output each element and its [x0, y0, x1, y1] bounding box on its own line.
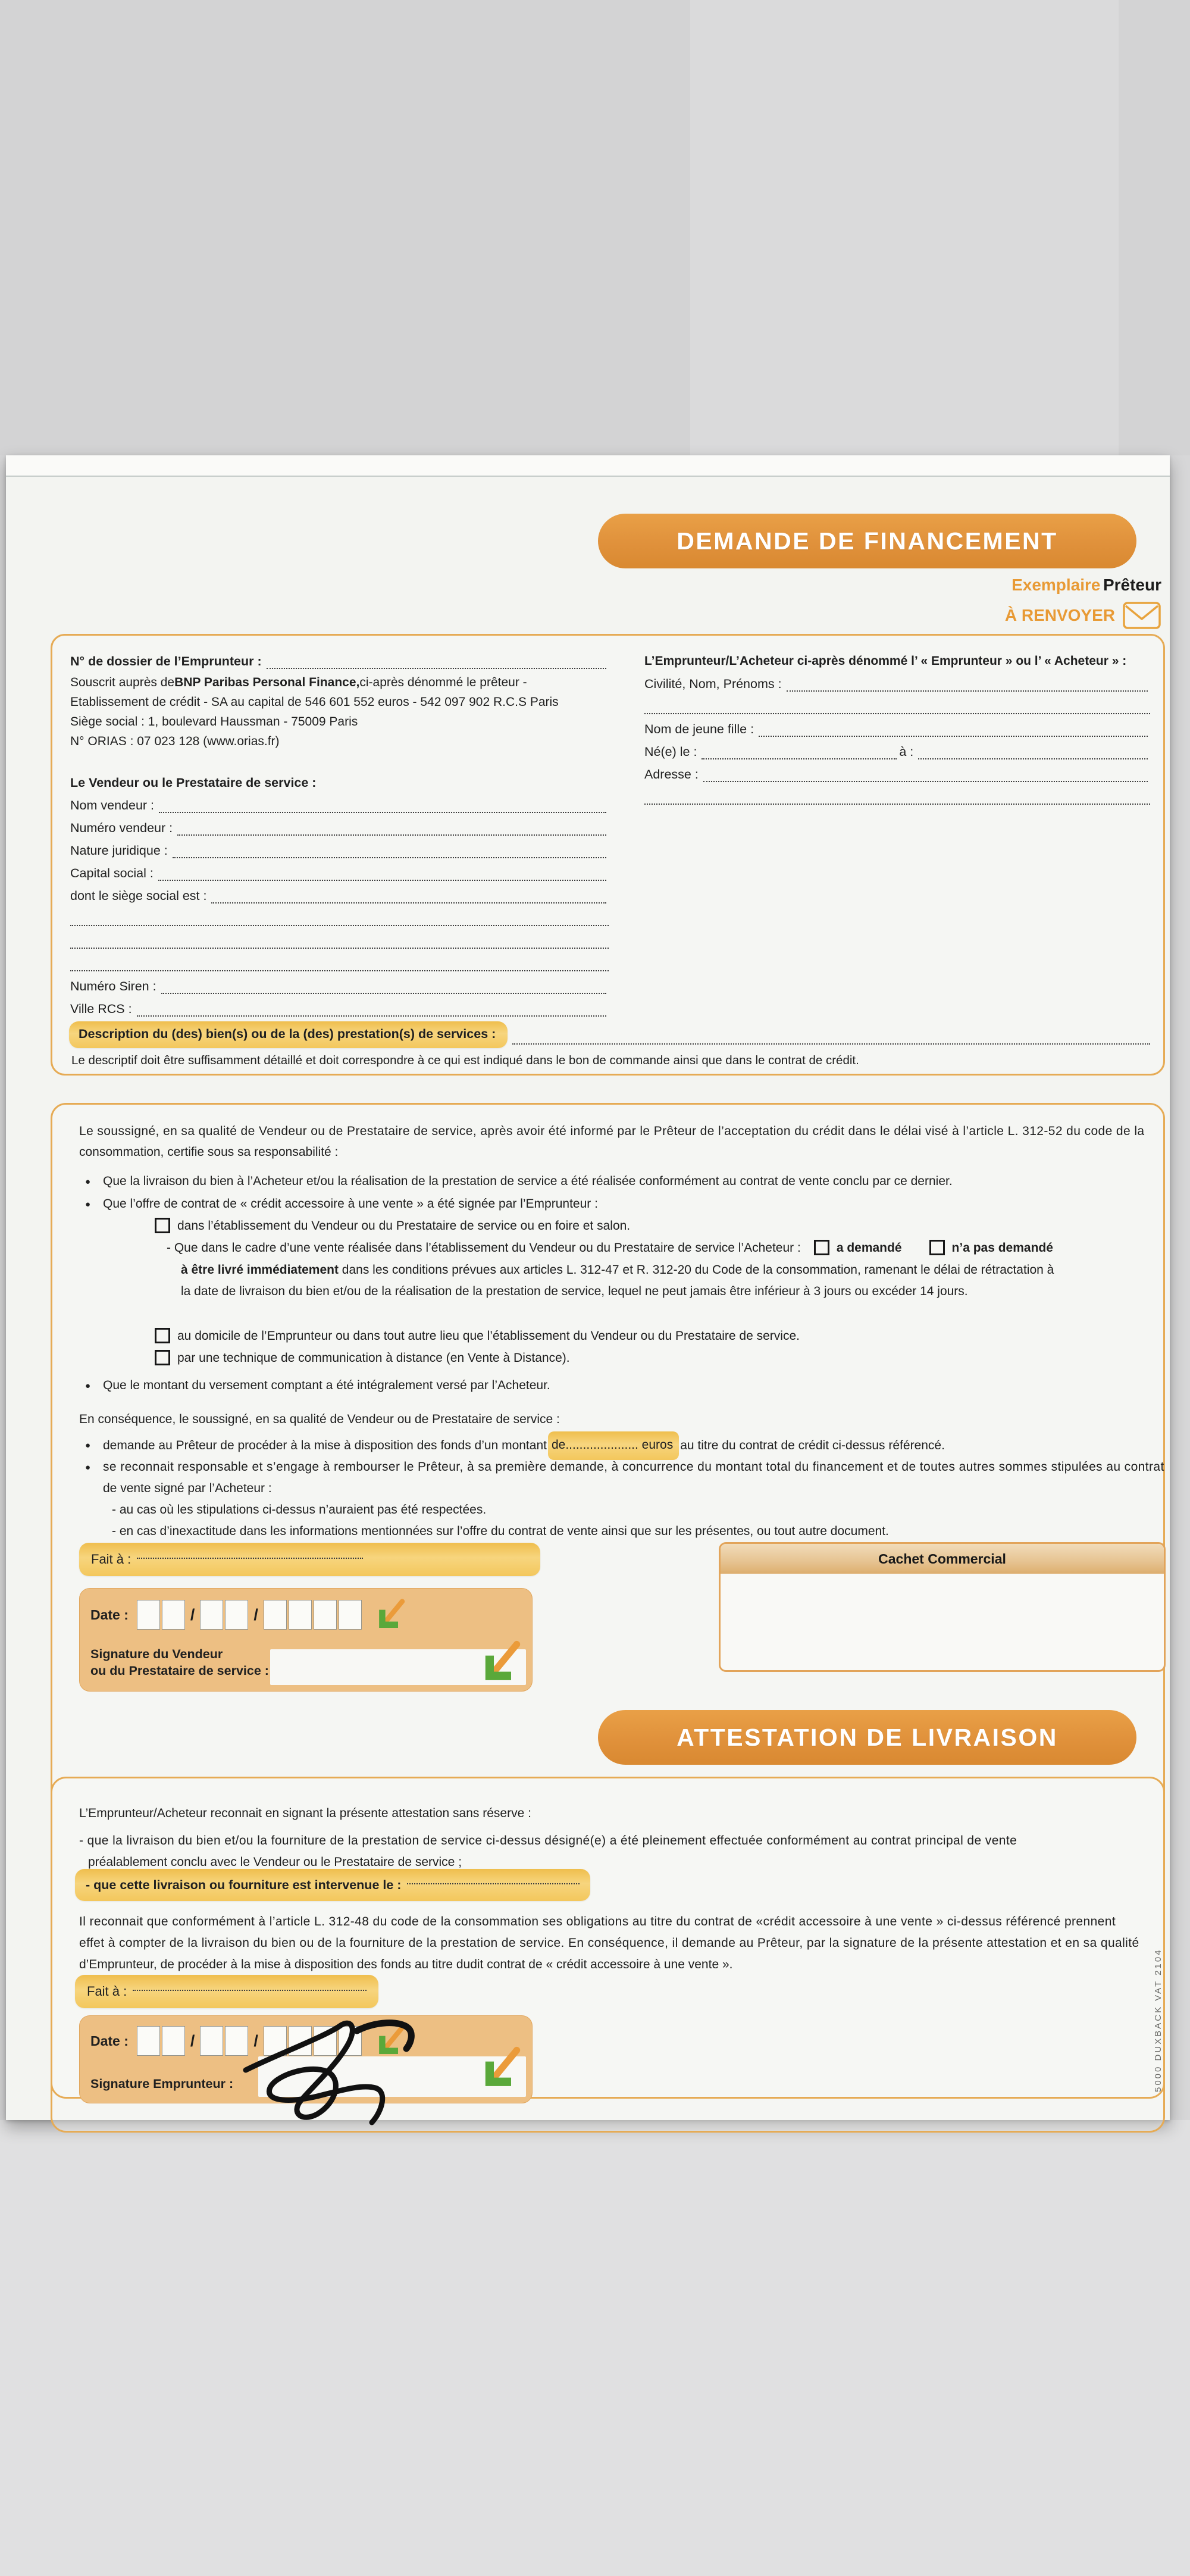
- head-office-extra-line-2[interactable]: [70, 930, 609, 949]
- lender-capital-text: Etablissement de crédit - SA au capital de 546 601 552 euros - 542 097 902 R.C.S Paris: [70, 695, 559, 709]
- vendor-date-year-cell[interactable]: [289, 1600, 312, 1630]
- borrower-signature-label-text: Signature Emprunteur :: [90, 2077, 234, 2091]
- description-label: Description du (des) bien(s) ou de la (des) prestation(s) de services :: [79, 1027, 496, 1041]
- delivery-date-input[interactable]: [407, 1882, 580, 1884]
- vendor-title-text: Le Vendeur ou le Prestataire de service :: [70, 776, 317, 790]
- borrower-date-day-cell[interactable]: [137, 2026, 160, 2056]
- vendor-date-label: Date :: [90, 1606, 129, 1622]
- civility-extra-line[interactable]: [644, 695, 1150, 714]
- fait-a-label: Fait à :: [91, 1552, 131, 1567]
- bullet3-text: Que le montant du versement comptant a été intégralement versé par l’Acheteur.: [103, 1378, 550, 1392]
- borrower-date-day-cell[interactable]: [162, 2026, 185, 2056]
- birth-field: [644, 740, 1150, 763]
- certification-bullet-5: [85, 1457, 1164, 1477]
- certification-dash-2: [112, 1521, 889, 1542]
- head-office-input[interactable]: [211, 901, 606, 904]
- background-top-highlight: [690, 0, 1119, 455]
- identification-box: [51, 634, 1165, 1076]
- immediate-delivery-bold: à être livré immédiatement: [181, 1263, 339, 1277]
- bullet4-pre-text: demande au Prêteur de procéder à la mise à disposition des fonds d’un montant: [103, 1439, 547, 1452]
- amount-input-text: de..................... euros: [551, 1438, 674, 1452]
- bullet-icon: ●: [85, 1199, 91, 1209]
- bullet4-post-text: au titre du contrat de crédit ci-dessus référencé.: [680, 1439, 945, 1452]
- amount-input-highlight[interactable]: [548, 1431, 679, 1460]
- not-requested-checkbox[interactable]: [929, 1240, 945, 1255]
- banner-attestation-title: ATTESTATION DE LIVRAISON: [677, 1723, 1058, 1751]
- date-separator: /: [190, 1605, 195, 1624]
- maiden-name-input[interactable]: [759, 734, 1148, 737]
- address-extra-line[interactable]: [644, 786, 1150, 805]
- certification-intro-line1: [79, 1121, 1144, 1142]
- vendor-date-day-cell[interactable]: [162, 1600, 185, 1630]
- siren-label: Numéro Siren :: [70, 979, 156, 993]
- dossier-number-input[interactable]: [267, 667, 606, 669]
- certification-bullet-1: [85, 1171, 953, 1192]
- fait-a-borrower-input[interactable]: [133, 1989, 367, 1991]
- civility-field: [644, 673, 1150, 695]
- fait-a-input[interactable]: [137, 1556, 363, 1559]
- description-input[interactable]: [512, 1042, 1150, 1045]
- checkbox-row-distance: [155, 1348, 570, 1368]
- banner-demande-title: DEMANDE DE FINANCEMENT: [677, 527, 1058, 555]
- vendor-signature-block: [79, 1588, 533, 1692]
- vendor-section-title: [70, 771, 609, 794]
- commercial-stamp-title: Cachet Commercial: [878, 1550, 1006, 1567]
- address-field: [644, 763, 1150, 786]
- dossier-number-label: N° de dossier de l’Emprunteur :: [70, 654, 262, 668]
- immediate-delivery-text: - Que dans le cadre d’une vente réalisée dans l’établissement du Vendeur ou du Prestataire de service l’Acheteur :: [167, 1241, 801, 1255]
- establishment-checkbox[interactable]: [155, 1218, 170, 1233]
- rcs-city-label: Ville RCS :: [70, 1002, 132, 1016]
- vendor-name-input[interactable]: [159, 811, 606, 813]
- checkbox-row-home: [155, 1326, 800, 1346]
- vendor-signature-label: [90, 1646, 269, 1679]
- checkbox-row-establishment: [155, 1216, 630, 1236]
- borrower-title: [644, 650, 1150, 673]
- civility-label: Civilité, Nom, Prénoms :: [644, 677, 782, 691]
- immediate-delivery-row: [167, 1238, 1053, 1258]
- certification-intro1-text: Le soussigné, en sa qualité de Vendeur ou de Prestataire de service, après avoir été informé par le Prêteur de l’acceptation du crédit dans le délai visé à l’article L. 312-52 du code de la: [79, 1124, 1145, 1138]
- vendor-date-row: [90, 1597, 406, 1633]
- borrower-date-label: Date :: [90, 2033, 129, 2049]
- commercial-stamp-header: [721, 1544, 1164, 1574]
- date-separator: /: [253, 2031, 258, 2050]
- not-requested-label: n’a pas demandé: [951, 1241, 1053, 1255]
- establishment-checkbox-label: dans l’établissement du Vendeur ou du Prestataire de service ou en foire et salon.: [177, 1219, 631, 1233]
- bullet2-text: Que l’offre de contrat de « crédit accessoire à une vente » a été signée par l’Emprunteur :: [103, 1197, 598, 1211]
- sign-here-arrow-icon: [477, 1639, 522, 1686]
- banner-demande-de-financement: [598, 514, 1136, 568]
- bullet-icon: ●: [85, 1177, 91, 1187]
- attestation-para-line2: [79, 1933, 1139, 1953]
- fait-a-field-vendor: [79, 1543, 540, 1576]
- description-field: [69, 1021, 1153, 1048]
- copy-preteur: Prêteur: [1103, 576, 1161, 594]
- maiden-name-field: [644, 718, 1150, 740]
- siren-input[interactable]: [161, 992, 606, 994]
- home-checkbox-label: au domicile de l’Emprunteur ou dans tout autre lieu que l’établissement du Vendeur ou du Prestataire de service.: [177, 1329, 800, 1343]
- handwritten-signature: [235, 2012, 491, 2137]
- consequence-line: [79, 1409, 560, 1430]
- attestation-intro-text: L’Emprunteur/Acheteur reconnait en signant la présente attestation sans réserve :: [79, 1806, 531, 1820]
- distance-checkbox[interactable]: [155, 1350, 170, 1365]
- lender-orias-text: N° ORIAS : 07 023 128 (www.orias.fr): [70, 734, 280, 748]
- requested-label: a demandé: [836, 1241, 902, 1255]
- share-capital-field: [70, 862, 609, 884]
- head-office-extra-line-1[interactable]: [70, 907, 609, 926]
- rcs-city-field: [70, 998, 609, 1020]
- rcs-city-input[interactable]: [137, 1014, 606, 1017]
- vendor-date-year-cell[interactable]: [264, 1600, 287, 1630]
- certification-bullet-2: [85, 1194, 598, 1214]
- birth-place-input[interactable]: [918, 757, 1148, 759]
- lender-line1-post: ci-après dénommé le prêteur -: [359, 676, 527, 689]
- description-highlight: [69, 1021, 508, 1048]
- attestation-box: [51, 1777, 1165, 2099]
- borrower-column: [644, 650, 1150, 808]
- scanned-form-page: [6, 455, 1170, 2120]
- vendor-date-month-cell[interactable]: [200, 1600, 223, 1630]
- head-office-field: [70, 884, 609, 907]
- bullet-icon: ●: [85, 1381, 91, 1391]
- share-capital-label: Capital social :: [70, 866, 154, 880]
- bullet1-text: Que la livraison du bien à l’Acheteur et/ou la réalisation de la prestation de service a été réalisée conformément au contrat de vente conclu par ce dernier.: [103, 1174, 953, 1188]
- fait-a-field-borrower: [75, 1975, 378, 2008]
- bullet-icon: ●: [85, 1440, 91, 1450]
- bullet-icon: ●: [85, 1462, 91, 1473]
- dossier-number-field: [70, 650, 609, 673]
- lender-name-bold: BNP Paribas Personal Finance,: [174, 676, 360, 689]
- certification-intro2-text: consommation, certifie sous sa responsabilité :: [79, 1145, 339, 1159]
- vendor-signature-label-line2: ou du Prestataire de service :: [90, 1664, 269, 1678]
- immediate-delivery-rest: dans les conditions prévues aux articles L. 312-47 et R. 312-20 du Code de la consommation, ramenant le délai de rétractation à: [338, 1263, 1054, 1277]
- attestation-dash1-line1: [79, 1831, 1017, 1851]
- maiden-name-label: Nom de jeune fille :: [644, 722, 754, 736]
- copy-a-renvoyer: À RENVOYER: [1004, 606, 1115, 624]
- lender-address-text: Siège social : 1, boulevard Haussman - 75009 Paris: [70, 715, 358, 729]
- fait-a-label: Fait à :: [87, 1984, 127, 1999]
- description-note: [71, 1053, 859, 1068]
- legal-nature-field: [70, 839, 609, 862]
- lender-vendor-column: [70, 650, 609, 1020]
- lender-line-3: [70, 712, 609, 731]
- print-reference-text: 5000 DUXBACK VAT 2104: [1153, 1948, 1163, 2092]
- share-capital-input[interactable]: [158, 879, 606, 881]
- birth-date-input[interactable]: [702, 757, 897, 759]
- legal-nature-input[interactable]: [173, 856, 606, 858]
- dash2-text: - en cas d’inexactitude dans les informations mentionnées sur l’offre du contrat de vente ainsi que sur les présentes, ou tout autre document.: [112, 1524, 889, 1538]
- birth-place-label: à :: [899, 745, 914, 759]
- legal-nature-label: Nature juridique :: [70, 843, 168, 858]
- commercial-stamp-box[interactable]: [719, 1542, 1166, 1672]
- vendor-number-label: Numéro vendeur :: [70, 821, 173, 835]
- requested-checkbox[interactable]: [814, 1240, 829, 1255]
- distance-checkbox-label: par une technique de communication à distance (en Vente à Distance).: [177, 1351, 570, 1365]
- dash1-text: - au cas où les stipulations ci-dessus n’auraient pas été respectées.: [112, 1503, 487, 1517]
- lender-line-2: [70, 692, 609, 712]
- date-separator: /: [190, 2031, 195, 2050]
- copy-label-line1: [1005, 574, 1161, 599]
- immediate-delivery-line2: [181, 1260, 1054, 1280]
- immediate-delivery-line3: [181, 1281, 968, 1302]
- lender-line1-pre: Souscrit auprès de: [70, 676, 175, 689]
- attestation-para1-text: Il reconnait que conformément à l’article L. 312-48 du code de la consommation ses obligations au titre du contrat de «crédit accessoire à une vente » ci-dessus référencé prennent: [79, 1915, 1116, 1928]
- attestation-dash1a-text: - que la livraison du bien et/ou la fourniture de la prestation de service ci-dessus désigné(e) a été pleinement effectuée conformément au contrat principal de vente: [79, 1834, 1017, 1847]
- certification-dash-1: [112, 1500, 486, 1520]
- consequence-text: En conséquence, le soussigné, en sa qualité de Vendeur ou de Prestataire de service :: [79, 1412, 560, 1426]
- borrower-date-month-cell[interactable]: [200, 2026, 223, 2056]
- address-input[interactable]: [703, 780, 1148, 782]
- civility-input[interactable]: [787, 689, 1148, 692]
- attestation-intro: [79, 1803, 531, 1824]
- envelope-icon: [1122, 601, 1161, 630]
- delivery-date-label: - que cette livraison ou fourniture est intervenue le :: [86, 1877, 402, 1892]
- bullet5a-text: se reconnait responsable et s’engage à rembourser le Prêteur, à sa première demande, à concurrence du montant total du financement et de toutes autres sommes stipulées au contrat: [103, 1460, 1164, 1474]
- vendor-date-year-cell[interactable]: [314, 1600, 337, 1630]
- attestation-para3-text: d’Emprunteur, de procéder à la mise à disposition des fonds au titre dudit contrat de « crédit accessoire à une vente ».: [79, 1958, 733, 1971]
- vendor-number-input[interactable]: [177, 833, 606, 836]
- date-separator: /: [253, 1605, 258, 1624]
- certification-intro-line2: [79, 1142, 338, 1162]
- attestation-para2-text: effet à compter de la livraison du bien ou de la fourniture de la prestation de service. En conséquence, il demande au Prêteur, par la signature de la présente attestation et en sa qualité: [79, 1936, 1139, 1950]
- copy-exemplaire: Exemplaire: [1012, 576, 1101, 594]
- copy-label-line2: [1005, 601, 1161, 630]
- borrower-title-text: L’Emprunteur/L’Acheteur ci-après dénommé l’ « Emprunteur » ou l’ « Acheteur » :: [644, 654, 1127, 668]
- lender-line-4: [70, 731, 609, 751]
- description-note-text: Le descriptif doit être suffisamment détaillé et doit correspondre à ce qui est indiqué dans le bon de commande ainsi que dans le contrat de crédit.: [71, 1053, 859, 1067]
- background-bottom: [0, 2120, 1190, 2576]
- print-reference-code: [1153, 1842, 1169, 2092]
- copy-label: [1005, 574, 1161, 630]
- attestation-para-line3: [79, 1955, 732, 1975]
- attestation-para-line1: [79, 1912, 1116, 1932]
- bullet5b-text: de vente signé par l’Acheteur :: [103, 1481, 272, 1495]
- head-office-label: dont le siège social est :: [70, 889, 207, 903]
- vendor-name-label: Nom vendeur :: [70, 798, 155, 812]
- vendor-date-month-cell[interactable]: [225, 1600, 248, 1630]
- vendor-number-field: [70, 817, 609, 839]
- vendor-name-field: [70, 794, 609, 817]
- address-label: Adresse :: [644, 767, 699, 781]
- certification-bullet-3: [85, 1375, 550, 1396]
- home-checkbox[interactable]: [155, 1328, 170, 1343]
- vendor-date-day-cell[interactable]: [137, 1600, 160, 1630]
- head-office-extra-line-3[interactable]: [70, 952, 609, 971]
- delivery-date-field: [75, 1869, 590, 1901]
- attestation-dash1b-text: préalablement conclu avec le Vendeur ou le Prestataire de service ;: [88, 1855, 462, 1869]
- banner-attestation-de-livraison: [598, 1710, 1136, 1765]
- certification-bullet-4: [85, 1431, 945, 1460]
- vendor-date-year-cell[interactable]: [339, 1600, 362, 1630]
- sign-here-arrow-icon: [373, 1597, 406, 1633]
- certification-bullet-5-cont: [103, 1478, 272, 1499]
- lender-line-1: [70, 673, 609, 692]
- siren-field: [70, 975, 609, 998]
- vendor-signature-label-line1: Signature du Vendeur: [90, 1647, 223, 1661]
- immediate-delivery-line3-text: la date de livraison du bien et/ou de la réalisation de la prestation de service, lequel ne peut jamais être inférieur à 3 jours ou excéder 14 jours.: [181, 1284, 968, 1298]
- borrower-signature-label: [90, 2075, 233, 2092]
- birth-date-label: Né(e) le :: [644, 745, 697, 759]
